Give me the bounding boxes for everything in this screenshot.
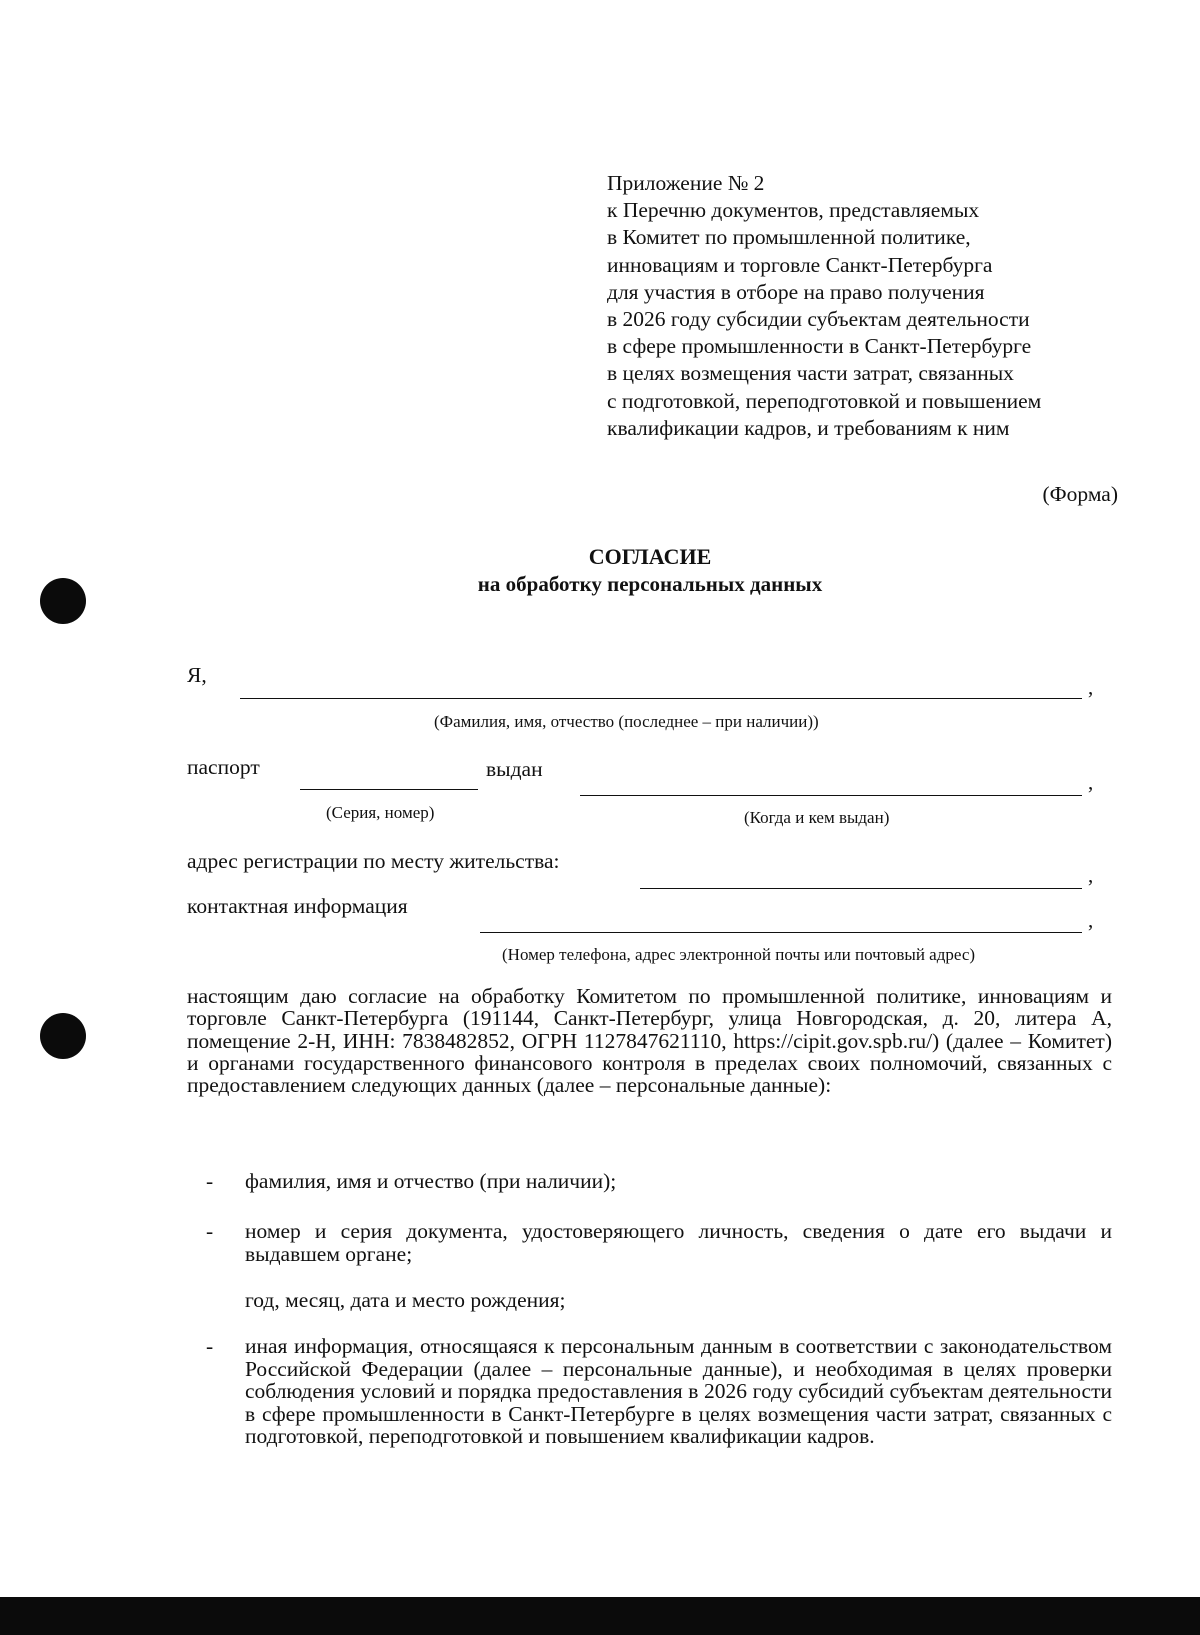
appendix-line: для участия в отборе на право получения <box>607 279 985 304</box>
punch-hole-bottom <box>40 1013 86 1059</box>
document-subtitle: на обработку персональных данных <box>477 572 823 596</box>
contact-hint: (Номер телефона, адрес электронной почты или почтовый адрес) <box>502 945 976 964</box>
issued-by-line[interactable] <box>580 795 1082 796</box>
comma: , <box>1088 863 1094 887</box>
list-item-text: год, месяц, дата и место рождения; <box>245 1288 566 1312</box>
issued-hint: (Когда и кем выдан) <box>744 808 890 827</box>
scan-border-bottom <box>0 1597 1200 1635</box>
ya-label: Я, <box>187 663 207 687</box>
comma: , <box>1088 770 1094 794</box>
appendix-line: инновациям и торговле Санкт-Петербурга <box>607 252 993 277</box>
appendix-line: в 2026 году субсидии субъектам деятельности <box>607 307 1030 332</box>
list-dash: - <box>206 1169 214 1193</box>
passport-label: паспорт <box>187 755 260 779</box>
address-line[interactable] <box>640 888 1082 889</box>
appendix-line: в сфере промышленности в Санкт-Петербурге <box>607 334 1032 359</box>
comma: , <box>1088 908 1094 932</box>
address-label: адрес регистрации по месту жительства: <box>187 849 560 873</box>
list-item-text: номер и серия документа, удостоверяющего личность, сведения о дате его выдачи и выдавшем органе; <box>245 1219 1112 1266</box>
passport-number-line[interactable] <box>300 789 478 790</box>
document-title: СОГЛАСИЕ <box>588 544 712 569</box>
appendix-header <box>607 170 1127 442</box>
comma: , <box>1088 675 1094 699</box>
form-label: (Форма) <box>1042 482 1118 506</box>
list-item <box>187 1335 1112 1448</box>
list-dash: - <box>206 1334 214 1358</box>
list-item <box>187 1289 1112 1312</box>
contact-label: контактная информация <box>187 894 408 918</box>
fio-hint: (Фамилия, имя, отчество (последнее – при наличии)) <box>434 712 819 731</box>
appendix-line: с подготовкой, переподготовкой и повышением <box>607 388 1042 413</box>
issued-label: выдан <box>486 757 543 781</box>
appendix-line: к Перечню документов, представляемых <box>607 198 980 223</box>
list-item <box>187 1220 1112 1265</box>
series-hint: (Серия, номер) <box>326 803 435 822</box>
appendix-line: квалификации кадров, и требованиям к ним <box>607 415 1010 440</box>
appendix-line: в целях возмещения части затрат, связанных <box>607 361 1014 386</box>
list-dash: - <box>206 1219 214 1243</box>
consent-paragraph: настоящим даю согласие на обработку Комитетом по промышленной политике, инновациям и торговле Санкт-Петербурга (191144, Санкт-Петербург, улица Новгородская, д. 20, литера А, помещение 2-Н, ИНН: 7838482852, ОГРН 1127847621110, https://cipit.gov.spb.ru/) (далее – Комитет) и органами государственного финансового контроля в пределах своих полномочий, связанных с предоставлением следующих данных (далее – персональные данные): <box>187 984 1112 1098</box>
contact-line[interactable] <box>480 932 1082 933</box>
appendix-line: в Комитет по промышленной политике, <box>607 225 971 250</box>
list-item <box>187 1170 1112 1193</box>
list-item-text: иная информация, относящаяся к персональным данным в соответствии с законодательством Российской Федерации (далее – персональные данные), и необходимая в целях проверки соблюдения условий и порядка предоставления в 2026 году субсидий субъектам деятельности в сфере промышленности в Санкт-Петербурге в целях возмещения части затрат, связанных с подготовкой, переподготовкой и повышением квалификации кадров. <box>245 1334 1112 1448</box>
fio-field-line[interactable] <box>240 698 1082 699</box>
appendix-line: Приложение № 2 <box>607 171 765 195</box>
list-item-text: фамилия, имя и отчество (при наличии); <box>245 1169 617 1193</box>
